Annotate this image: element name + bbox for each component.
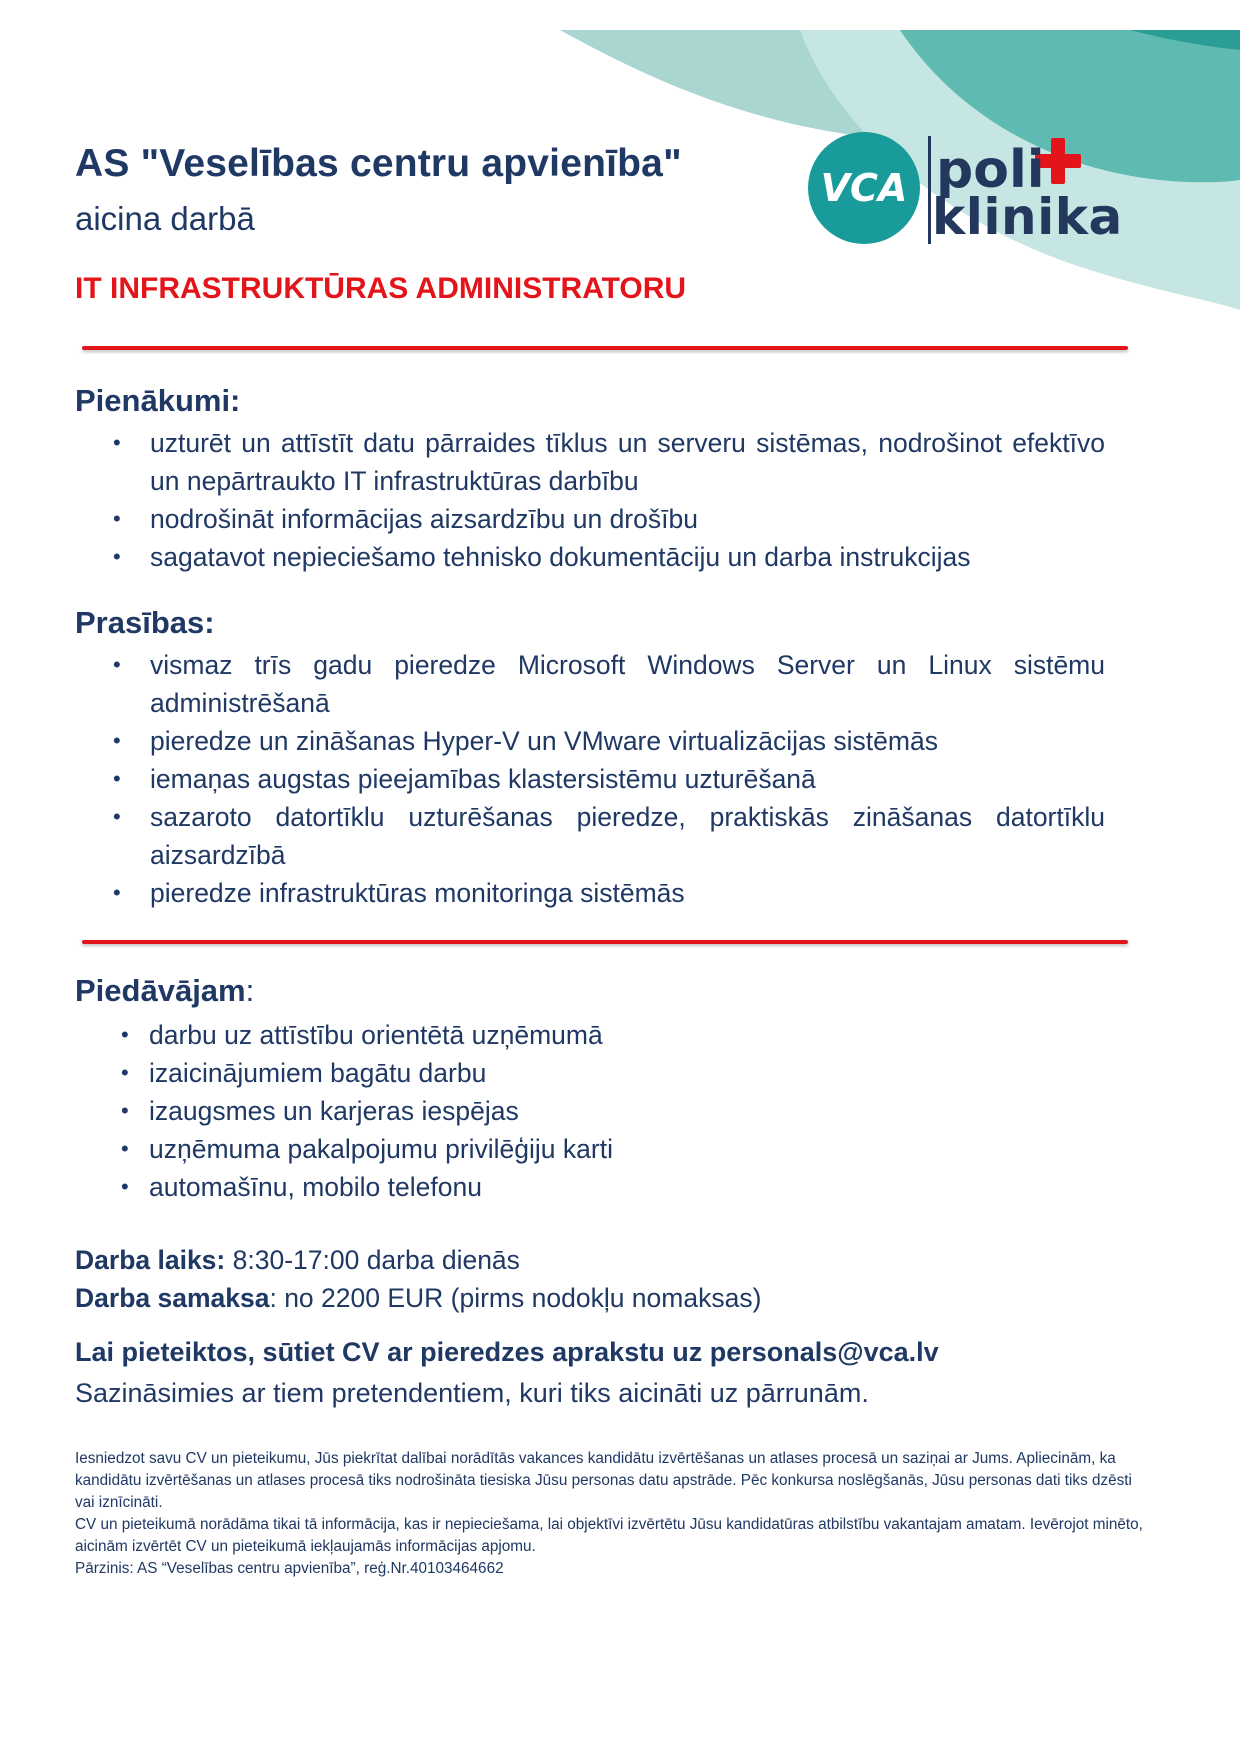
vca-badge-text: VCA bbox=[820, 166, 908, 210]
apply-instructions: Lai pieteiktos, sūtiet CV ar pieredzes aprakstu uz personals@vca.lv bbox=[75, 1337, 939, 1367]
list-item: • vismaz trīs gadu pieredze Microsoft Windows Server un Linux sistēmu administrēšanā bbox=[150, 646, 1105, 722]
list-item: • sagatavot nepieciešamo tehnisko dokumentāciju un darba instrukcijas bbox=[150, 538, 1105, 576]
work-hours bbox=[75, 1245, 520, 1276]
poliklinika-logo bbox=[806, 130, 1123, 255]
fine-print-paragraph: Pārzinis: AS “Veselības centru apvienība”, reģ.Nr.40103464662 bbox=[75, 1560, 504, 1577]
list-item: • darbu uz attīstību orientētā uzņēmumā bbox=[149, 1016, 1104, 1054]
salary bbox=[75, 1283, 761, 1314]
organization-name: AS "Veselības centru apvienība" bbox=[75, 142, 682, 185]
job-title: IT INFRASTRUKTŪRAS ADMINISTRATORU bbox=[75, 272, 687, 305]
section-divider bbox=[82, 940, 1128, 944]
list-item: • pieredze un zināšanas Hyper-V un VMware virtualizācijas sistēmās bbox=[150, 722, 1105, 760]
list-item: • izaicinājumiem bagātu darbu bbox=[149, 1054, 1104, 1092]
offer-heading bbox=[75, 973, 254, 1009]
list-item: • nodrošināt informācijas aizsardzību un drošību bbox=[150, 500, 1105, 538]
list-item: • pieredze infrastruktūras monitoringa sistēmās bbox=[150, 874, 1105, 912]
fine-print-paragraph: CV un pieteikumā norādāma tikai tā informācija, kas ir nepieciešama, lai objektīvi izvērtētu Jūsu kandidatūras atbilstību vakantajam amatam. Ievērojot minēto, aicinām izvērtēt CV un pieteikumā iekļaujamās informācijas apjomu. bbox=[75, 1516, 1143, 1555]
list-item: • sazaroto datortīklu uzturēšanas pieredze, praktiskās zināšanas datortīklu aizsardzībā bbox=[150, 798, 1105, 874]
work-hours-value: 8:30-17:00 darba dienās bbox=[225, 1245, 520, 1275]
list-item: • uzturēt un attīstīt datu pārraides tīklus un serveru sistēmas, nodrošinot efektīvo un nepārtraukto IT infrastruktūras darbību bbox=[150, 424, 1105, 500]
fine-print-paragraph: Iesniedzot savu CV un pieteikumu, Jūs piekrītat dalībai norādītās vakances kandidātu izvērtēšanas un atlases procesā un saziņai ar Jums. Apliecinām, ka kandidātu izvērtēšanas un atlases procesā tiks nodrošināta tiesiska Jūsu personas datu apstrāde. Pēc konkursa noslēgšanās, Jūsu personas dati tiks dzēsti vai iznīcināti. bbox=[75, 1450, 1132, 1511]
requirements-heading: Prasības: bbox=[75, 605, 215, 640]
header-divider bbox=[82, 346, 1128, 350]
work-hours-label: Darba laiks: bbox=[75, 1245, 226, 1275]
privacy-fine-print bbox=[75, 1448, 1145, 1580]
salary-label: Darba samaksa bbox=[75, 1283, 270, 1313]
offer-heading-text: Piedāvājam bbox=[75, 973, 246, 1008]
logo-word-poli: poli bbox=[936, 140, 1045, 200]
organization-subtitle: aicina darbā bbox=[75, 200, 255, 237]
offer-list bbox=[149, 1016, 1104, 1206]
logo-word-klinika: klinika bbox=[932, 188, 1123, 246]
vca-badge-icon bbox=[808, 132, 920, 244]
salary-value: : no 2200 EUR (pirms nodokļu nomaksas) bbox=[269, 1283, 762, 1313]
contact-note: Sazināsimies ar tiem pretendentiem, kuri tiks aicināti uz pārrunām. bbox=[75, 1378, 869, 1408]
offer-heading-colon: : bbox=[245, 973, 255, 1008]
list-item: • iemaņas augstas pieejamības klastersistēmu uzturēšanā bbox=[150, 760, 1105, 798]
list-item: • automašīnu, mobilo telefonu bbox=[149, 1168, 1104, 1206]
list-item: • uzņēmuma pakalpojumu privilēģiju karti bbox=[149, 1130, 1104, 1168]
list-item: • izaugsmes un karjeras iespējas bbox=[149, 1092, 1104, 1130]
duties-heading: Pienākumi: bbox=[75, 383, 241, 418]
duties-list bbox=[150, 424, 1105, 576]
requirements-list bbox=[150, 646, 1105, 912]
